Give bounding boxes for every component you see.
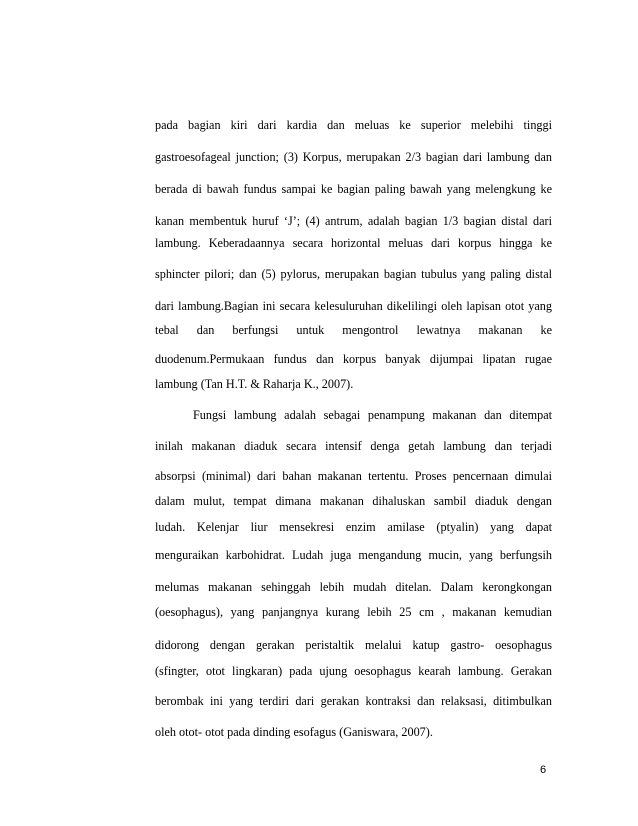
text-line: lambung (Tan H.T. & Raharja K., 2007). bbox=[155, 377, 354, 391]
page-number: 6 bbox=[540, 764, 547, 776]
text-line: tebal dan berfungsi untuk mengontrol lewatnya makanan ke bbox=[155, 323, 552, 337]
text-line: (sfingter, otot lingkaran) pada ujung oesophagus kearah lambung. Gerakan bbox=[155, 664, 552, 678]
text-line: duodenum.Permukaan fundus dan korpus banyak dijumpai lipatan rugae bbox=[155, 352, 552, 366]
text-line: lambung. Keberadaannya secara horizontal meluas dari korpus hingga ke bbox=[155, 236, 552, 250]
text-line: ludah. Kelenjar liur mensekresi enzim amilase (ptyalin) yang dapat bbox=[155, 520, 552, 534]
text-line: (oesophagus), yang panjangnya kurang lebih 25 cm , makanan kemudian bbox=[155, 605, 552, 619]
text-line: absorpsi (minimal) dari bahan makanan tertentu. Proses pencernaan dimulai bbox=[155, 469, 552, 483]
text-line: dari lambung.Bagian ini secara kelesuluruhan dikelilingi oleh lapisan otot yang bbox=[155, 299, 552, 313]
text-line: inilah makanan diaduk secara intensif denga getah lambung dan terjadi bbox=[155, 439, 552, 453]
text-line: sphincter pilori; dan (5) pylorus, merupakan bagian tubulus yang paling distal bbox=[155, 267, 552, 281]
text-line: pada bagian kiri dari kardia dan meluas ke superior melebihi tinggi bbox=[155, 118, 552, 132]
text-line: oleh otot- otot pada dinding esofagus (Ganiswara, 2007). bbox=[155, 725, 433, 739]
text-line: melumas makanan sehinggah lebih mudah ditelan. Dalam kerongkongan bbox=[155, 580, 552, 594]
text-line: didorong dengan gerakan peristaltik melalui katup gastro- oesophagus bbox=[155, 638, 552, 652]
text-line: berombak ini yang terdiri dari gerakan kontraksi dan relaksasi, ditimbulkan bbox=[155, 694, 552, 708]
text-line: menguraikan karbohidrat. Ludah juga mengandung mucin, yang berfungsih bbox=[155, 548, 552, 562]
text-line: kanan membentuk huruf ‘J’; (4) antrum, adalah bagian 1/3 bagian distal dari bbox=[155, 214, 552, 228]
text-line: gastroesofageal junction; (3) Korpus, merupakan 2/3 bagian dari lambung dan bbox=[155, 150, 552, 164]
text-line: dalam mulut, tempat dimana makanan dihaluskan sambil diaduk dengan bbox=[155, 494, 552, 508]
text-line: berada di bawah fundus sampai ke bagian paling bawah yang melengkung ke bbox=[155, 182, 552, 196]
text-line: Fungsi lambung adalah sebagai penampung makanan dan ditempat bbox=[193, 408, 552, 422]
